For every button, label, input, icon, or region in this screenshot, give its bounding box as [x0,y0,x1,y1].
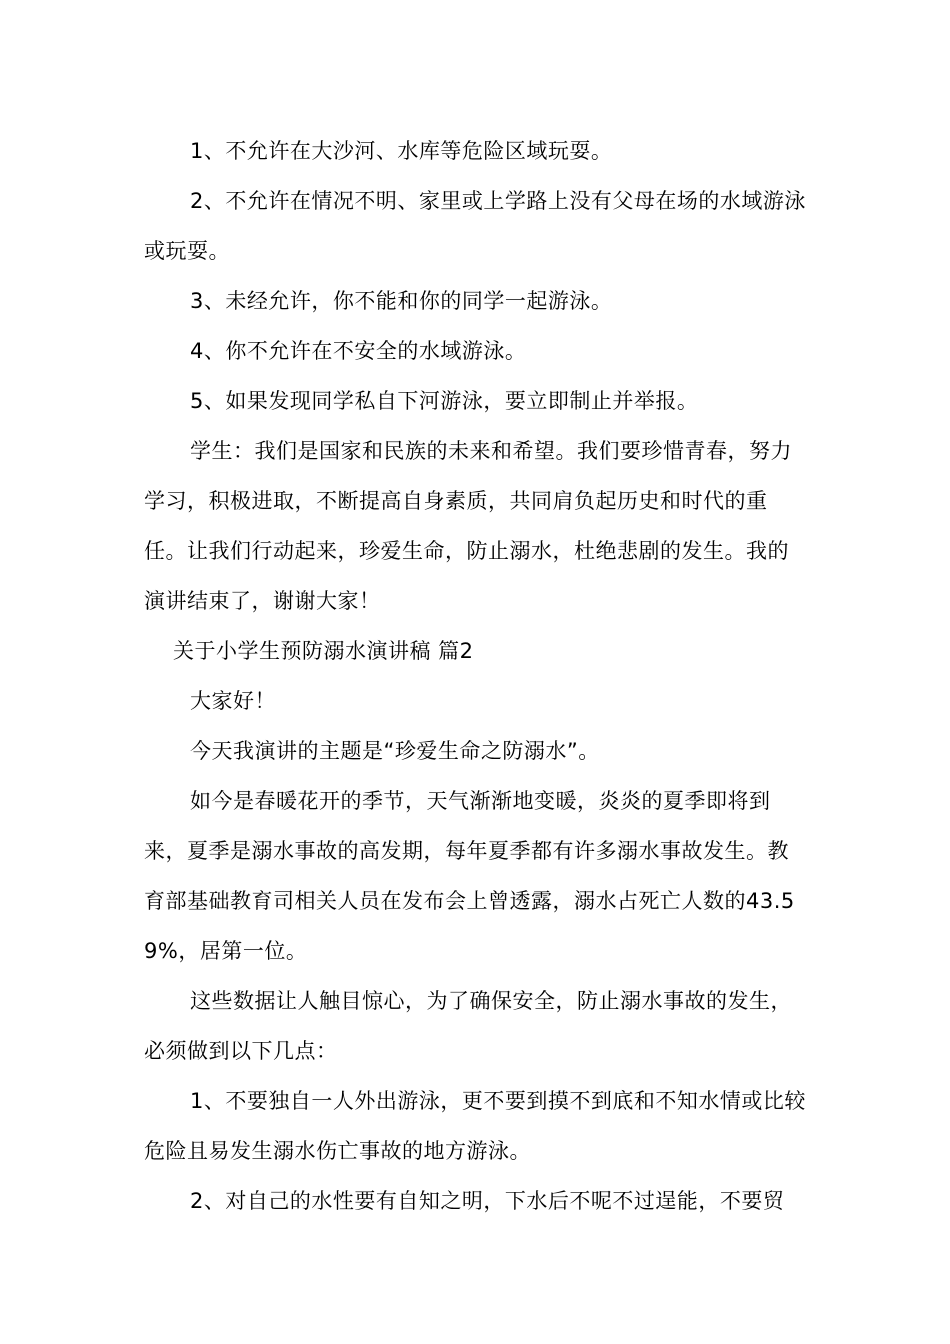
point-2: 2、对自己的水性要有自知之明，下水后不呢不过逞能，不要贸 [190,1189,785,1213]
rule-4: 4、你不允许在不安全的水域游泳。 [190,339,527,363]
rule-5: 5、如果发现同学私自下河游泳，要立即制止并举报。 [190,389,699,413]
section-heading: 关于小学生预防溺水演讲稿 篇2 [173,639,474,663]
document-body [144,126,808,1226]
rule-1: 1、不允许在大沙河、水库等危险区域玩耍。 [190,139,613,163]
point-1: 1、不要独自一人外出游泳，更不要到摸不到底和不知水情或比较危险且易发生溺水伤亡事故的地方游泳。 [144,1089,806,1163]
points-intro: 这些数据让人触目惊心，为了确保安全，防止溺水事故的发生，必须做到以下几点： [144,989,792,1063]
closing-paragraph: 学生：我们是国家和民族的未来和希望。我们要珍惜青春，努力学习，积极进取，不断提高自身素质，共同肩负起历史和时代的重任。让我们行动起来，珍爱生命，防止溺水，杜绝悲剧的发生。我的演讲结束了，谢谢大家！ [144,439,792,613]
rule-3: 3、未经允许，你不能和你的同学一起游泳。 [190,289,613,313]
intro-paragraph: 如今是春暖花开的季节，天气渐渐地变暖，炎炎的夏季即将到来，夏季是溺水事故的高发期，每年夏季都有许多溺水事故发生。教育部基础教育司相关人员在发布会上曾透露，溺水占死亡人数的43.59%，居第一位。 [144,789,795,963]
greeting: 大家好！ [190,689,276,713]
rule-2: 2、不允许在情况不明、家里或上学路上没有父母在场的水域游泳或玩耍。 [144,189,806,263]
speech-topic: 今天我演讲的主题是“珍爱生命之防溺水”。 [190,739,600,763]
